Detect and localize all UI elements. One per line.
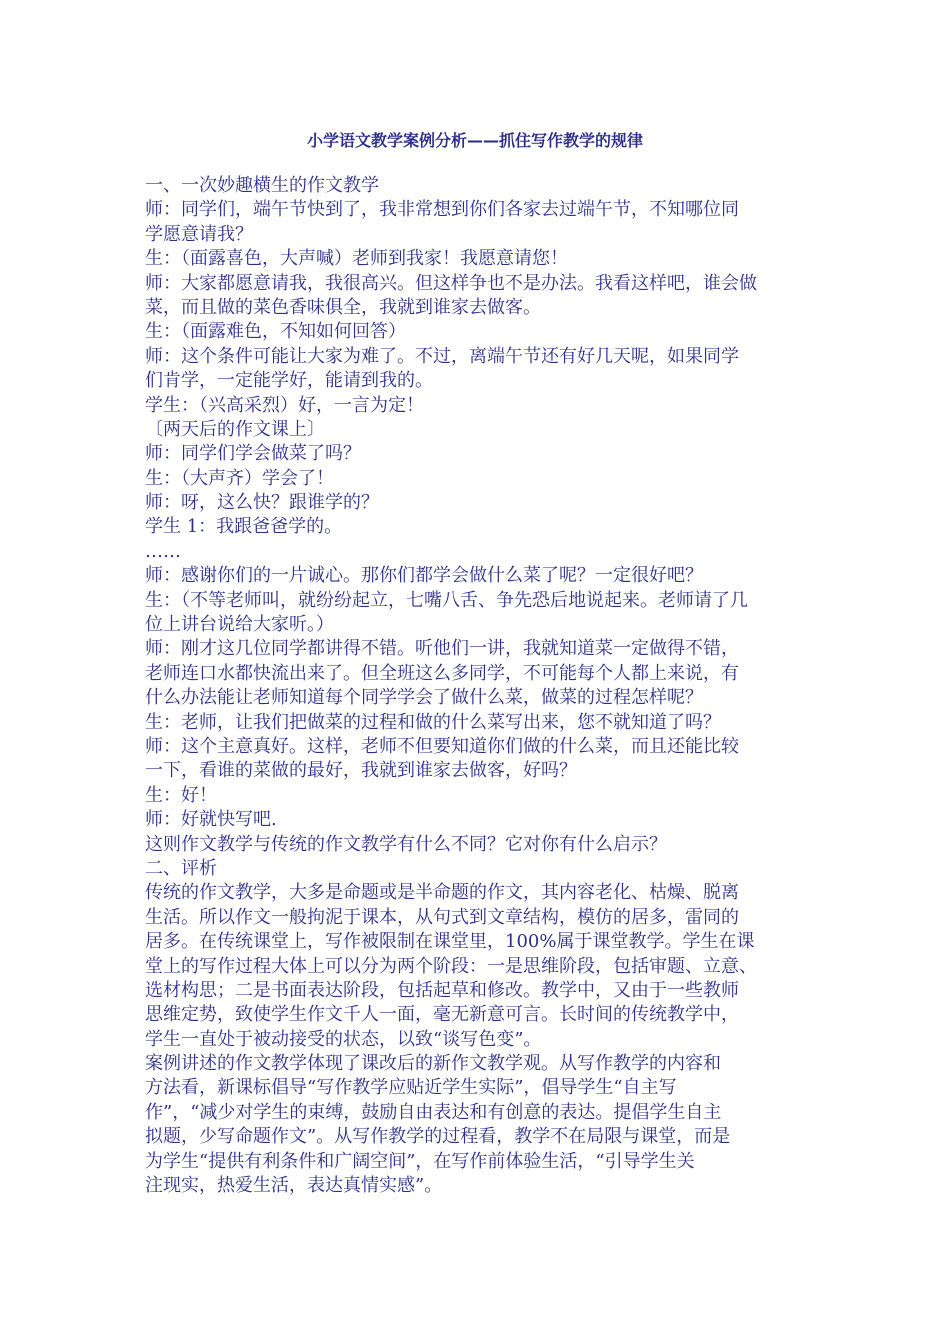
text-line: 方法看，新课标倡导“写作教学应贴近学生实际”，倡导学生“自主写 bbox=[145, 1077, 677, 1099]
text-line: 拟题，少写命题作文”。从写作教学的过程看，教学不在局限与课堂，而是 bbox=[145, 1126, 731, 1148]
text-line: 师：这个主意真好。这样，老师不但要知道你们做的什么菜，而且还能比较 bbox=[145, 735, 739, 757]
text-line: 这则作文教学与传统的作文教学有什么不同？它对你有什么启示？ bbox=[145, 833, 667, 855]
text-line: 案例讲述的作文教学体现了课改后的新作文教学观。从写作教学的内容和 bbox=[145, 1053, 721, 1075]
text-line: …… bbox=[145, 540, 181, 562]
text-line: 菜，而且做的菜色香味俱全，我就到谁家去做客。 bbox=[145, 296, 541, 318]
text-line: 为学生“提供有利条件和广阔空间”，在写作前体验生活，“引导学生关 bbox=[145, 1150, 695, 1172]
document-body bbox=[145, 174, 813, 1198]
text-line: 作”，“减少对学生的束缚，鼓励自由表达和有创意的表达。提倡学生自主 bbox=[145, 1101, 722, 1123]
text-line: 老师连口水都快流出来了。但全班这么多同学，不可能每个人都上来说，有 bbox=[145, 662, 739, 684]
document-title: 小学语文教学案例分析——抓住写作教学的规律 bbox=[306, 131, 643, 150]
text-line: 师：好就快写吧. bbox=[145, 809, 277, 831]
text-line: 生：（面露难色，不知如何回答） bbox=[145, 321, 406, 343]
text-line: 思维定势，致使学生作文千人一面，毫无新意可言。长时间的传统教学中， bbox=[145, 1004, 739, 1026]
text-line: 生：老师，让我们把做菜的过程和做的什么菜写出来，您不就知道了吗？ bbox=[145, 711, 721, 733]
text-line: 师：刚才这几位同学都讲得不错。听他们一讲，我就知道菜一定做得不错， bbox=[145, 638, 739, 660]
text-line: 什么办法能让老师知道每个同学学会了做什么菜，做菜的过程怎样呢？ bbox=[145, 687, 703, 709]
text-line: 学生一直处于被动接受的状态，以致“谈写色变”。 bbox=[145, 1028, 542, 1050]
text-line: 传统的作文教学，大多是命题或是半命题的作文，其内容老化、枯燥、脱离 bbox=[145, 882, 739, 904]
text-line: 生：（面露喜色，大声喊）老师到我家！我愿意请您！ bbox=[145, 248, 568, 270]
text-line: 位上讲台说给大家听。） bbox=[145, 614, 334, 636]
text-line: 学生：（兴高采烈）好，一言为定！ bbox=[145, 394, 424, 416]
text-line: 居多。在传统课堂上，写作被限制在课堂里，100%属于课堂教学。学生在课 bbox=[145, 931, 755, 953]
text-line: 师：同学们，端午节快到了，我非常想到你们各家去过端午节，不知哪位同 bbox=[145, 199, 739, 221]
text-line: 生：（大声齐）学会了！ bbox=[145, 467, 334, 489]
text-line: 〔两天后的作文课上〕 bbox=[145, 418, 325, 440]
text-line: 堂上的写作过程大体上可以分为两个阶段：一是思维阶段，包括审题、立意、 bbox=[145, 955, 757, 977]
text-line: 一、一次妙趣横生的作文教学 bbox=[145, 175, 379, 196]
text-line: 生：（不等老师叫，就纷纷起立，七嘴八舌、争先恐后地说起来。老师请了几 bbox=[145, 589, 748, 611]
text-line: 师：同学们学会做菜了吗？ bbox=[145, 443, 361, 465]
text-line: 学愿意请我？ bbox=[145, 223, 253, 245]
text-line: 师：大家都愿意请我，我很高兴。但这样争也不是办法。我看这样吧，谁会做 bbox=[145, 272, 757, 294]
text-line: 学生 1：我跟爸爸学的。 bbox=[145, 516, 343, 538]
text-line: 师：这个条件可能让大家为难了。不过，离端午节还有好几天呢，如果同学 bbox=[145, 345, 739, 367]
text-line: 二、评析 bbox=[145, 857, 217, 879]
text-line: 生：好！ bbox=[145, 784, 217, 806]
text-line: 师：感谢你们的一片诚心。那你们都学会做什么菜了呢？一定很好吧？ bbox=[145, 565, 703, 587]
text-line: 选材构思；二是书面表达阶段，包括起草和修改。教学中，又由于一些教师 bbox=[145, 979, 739, 1001]
text-line: 生活。所以作文一般拘泥于课本，从句式到文章结构，模仿的居多，雷同的 bbox=[145, 906, 739, 928]
text-line: 注现实，热爱生活，表达真情实感”。 bbox=[145, 1175, 443, 1197]
text-line: 一下，看谁的菜做的最好，我就到谁家去做客，好吗？ bbox=[145, 760, 577, 782]
text-line: 师：呀，这么快？跟谁学的？ bbox=[145, 492, 379, 514]
text-line: 们肯学，一定能学好，能请到我的。 bbox=[145, 370, 433, 392]
